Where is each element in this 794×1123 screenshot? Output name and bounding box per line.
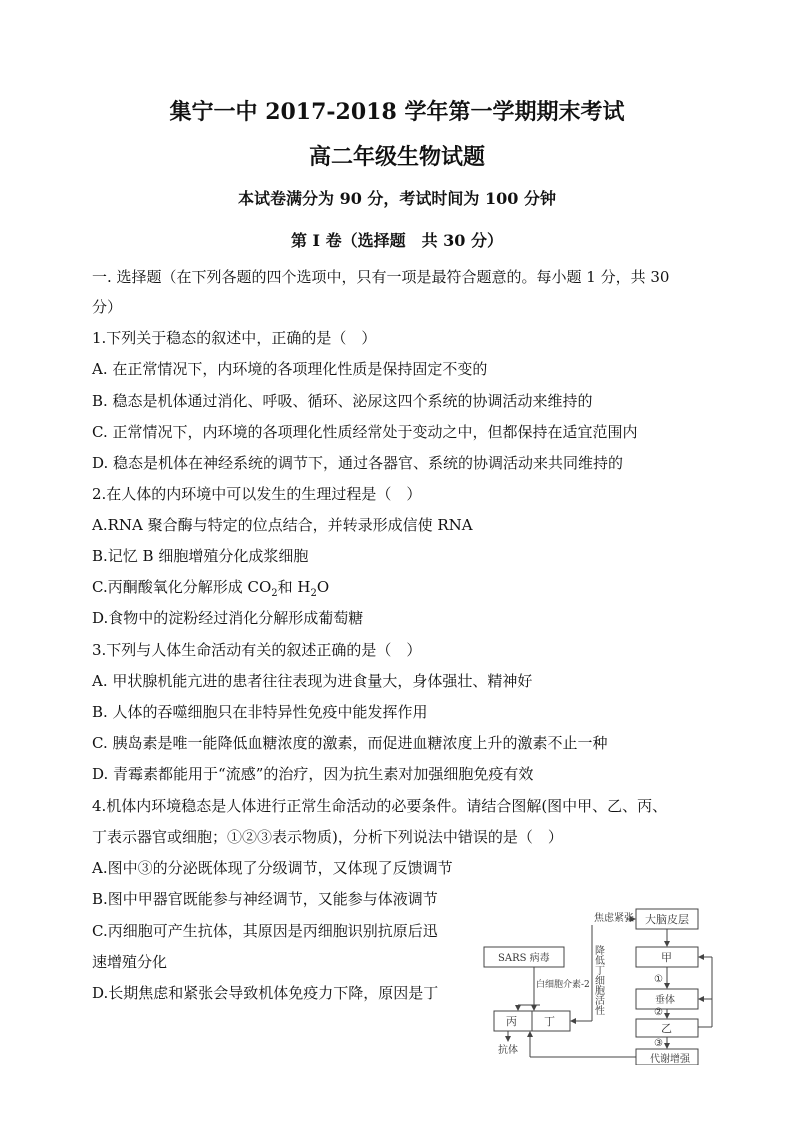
question-3-stem: 3.下列与人体生命活动有关的叙述正确的是（ ） bbox=[92, 641, 422, 659]
antibody-label: 抗体 bbox=[498, 1045, 518, 1056]
question-4-option-d: D.长期焦虑和紧张会导致机体免疫力下降，原因是丁 bbox=[92, 984, 439, 1002]
question-2-option-b: B.记忆 B 细胞增殖分化成浆细胞 bbox=[92, 547, 309, 565]
question-3-option-a: A. 甲状腺机能亢进的患者往往表现为进食量大，身体强壮、精神好 bbox=[92, 672, 533, 690]
question-4-option-c-line2: 速增殖分化 bbox=[92, 953, 168, 971]
jia-label: 甲 bbox=[661, 951, 672, 964]
regulation-diagram bbox=[478, 905, 718, 1065]
circle-1-label: ① bbox=[654, 974, 663, 985]
question-2-stem: 2.在人体的内环境中可以发生的生理过程是（ ） bbox=[92, 485, 422, 503]
question-2-option-a: A.RNA 聚合酶与特定的位点结合，并转录形成信使 RNA bbox=[92, 516, 473, 534]
question-4-stem-line2: 丁表示器官或细胞；①②③表示物质)，分析下列说法中错误的是（ ） bbox=[92, 828, 563, 846]
interleukin-label: 白细胞介素-2 bbox=[536, 980, 590, 990]
ding-label: 丁 bbox=[544, 1015, 555, 1028]
exam-note: 本试卷满分为 90 分，考试时间为 100 分钟 bbox=[238, 189, 556, 208]
question-1-stem: 1.下列关于稳态的叙述中，正确的是（ ） bbox=[92, 329, 377, 347]
circle-2-label: ② bbox=[654, 1007, 663, 1018]
question-1-option-b: B. 稳态是机体通过消化、呼吸、循环、泌尿这四个系统的协调活动来维持的 bbox=[92, 392, 593, 410]
section-instruction-line2: 分） bbox=[92, 298, 123, 316]
anxiety-label: 焦虑紧张 bbox=[594, 913, 634, 924]
bing-label: 丙 bbox=[506, 1015, 517, 1028]
reduce-activity-label: 降低丁细胞活性 bbox=[592, 945, 604, 1015]
question-3-option-d: D. 青霉素都能用于“流感”的治疗，因为抗生素对加强细胞免疫有效 bbox=[92, 765, 534, 783]
question-1-option-a: A. 在正常情况下，内环境的各项理化性质是保持固定不变的 bbox=[92, 360, 488, 378]
pituitary-label: 垂体 bbox=[655, 995, 675, 1006]
question-2-option-c: C.丙酮酸氧化分解形成 $CO_2$和 $H_2O$ bbox=[92, 578, 330, 599]
exam-title: 集宁一中 2017-2018 学年第一学期期末考试 bbox=[169, 99, 625, 125]
yi-label: 乙 bbox=[661, 1022, 672, 1035]
question-3-option-b: B. 人体的吞噬细胞只在非特异性免疫中能发挥作用 bbox=[92, 703, 428, 721]
question-1-option-d: D. 稳态是机体在神经系统的调节下，通过各器官、系统的协调活动来共同维持的 bbox=[92, 454, 624, 472]
question-4-option-c-line1: C.丙细胞可产生抗体，其原因是丙细胞识别抗原后迅 bbox=[92, 922, 438, 940]
cortex-label: 大脑皮层 bbox=[645, 913, 689, 926]
exam-subtitle: 高二年级生物试题 bbox=[308, 144, 485, 170]
metabolism-label: 代谢增强 bbox=[650, 1054, 690, 1065]
question-1-option-c: C. 正常情况下，内环境的各项理化性质经常处于变动之中，但都保持在适宜范围内 bbox=[92, 423, 638, 441]
question-2-option-d: D.食物中的淀粉经过消化分解形成葡萄糖 bbox=[92, 609, 364, 627]
part-heading: 第 Ⅰ 卷（选择题 共 30 分） bbox=[290, 231, 504, 250]
sars-label: SARS 病毒 bbox=[498, 953, 550, 964]
section-instruction-line1: 一. 选择题（在下列各题的四个选项中，只有一项是最符合题意的。每小题 1 分，共 30 bbox=[92, 268, 670, 286]
circle-3-label: ③ bbox=[654, 1038, 663, 1049]
question-4-option-b: B.图中甲器官既能参与神经调节，又能参与体液调节 bbox=[92, 890, 438, 908]
question-4-stem-line1: 4.机体内环境稳态是人体进行正常生命活动的必要条件。请结合图解(图中甲、乙、丙、 bbox=[92, 797, 668, 815]
question-4-option-a: A.图中③的分泌既体现了分级调节，又体现了反馈调节 bbox=[92, 859, 453, 877]
question-3-option-c: C. 胰岛素是唯一能降低血糖浓度的激素，而促进血糖浓度上升的激素不止一种 bbox=[92, 734, 608, 752]
